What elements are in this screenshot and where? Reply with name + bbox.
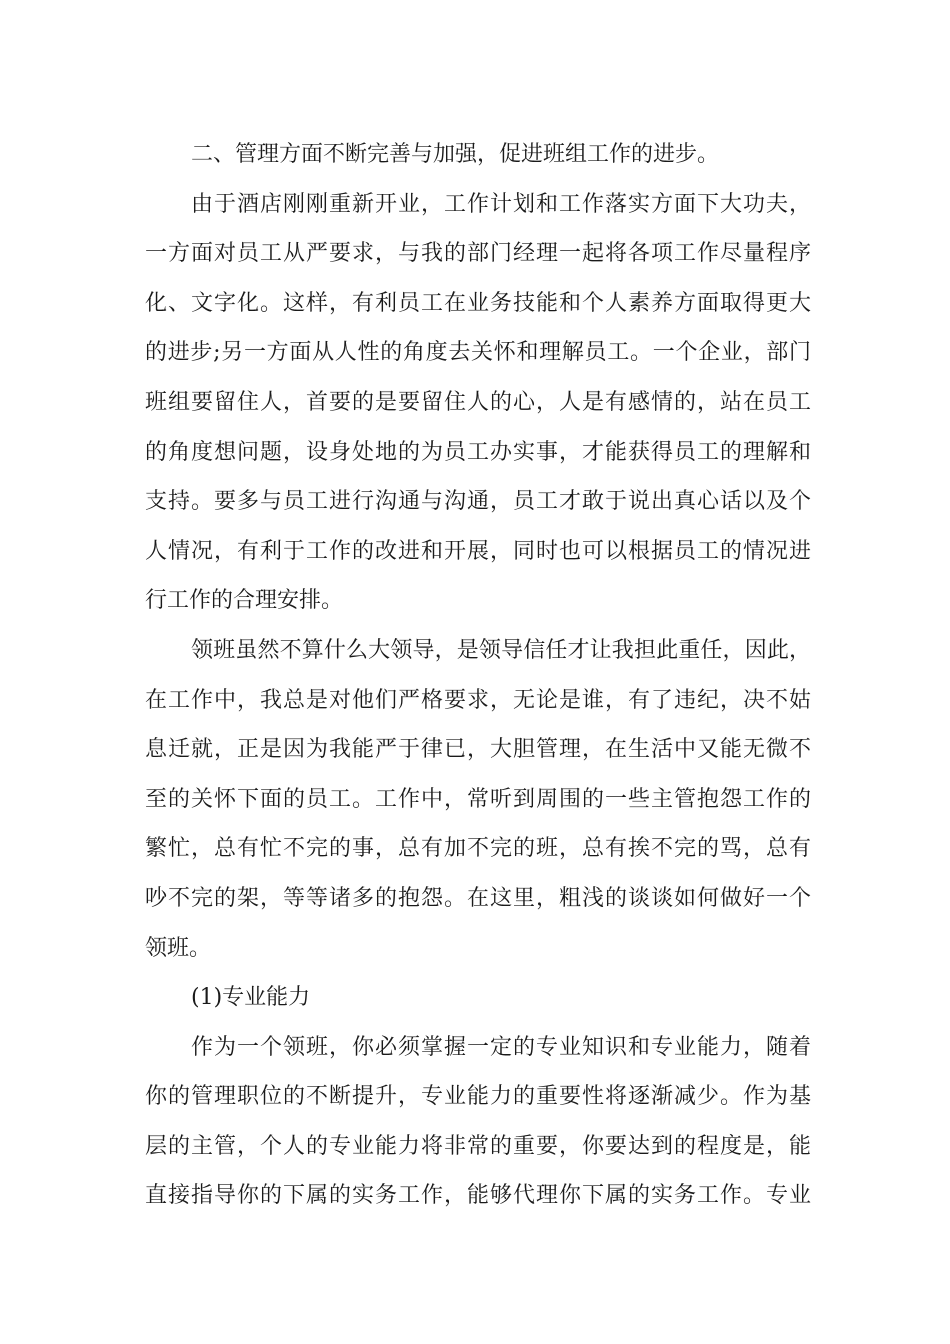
paragraph-line: 由于酒店刚刚重新开业，工作计划和工作落实方面下大功夫， xyxy=(191,191,811,217)
paragraph-line: 一方面对员工从严要求，与我的部门经理一起将各项工作尽量程序 xyxy=(145,241,811,267)
document-body xyxy=(145,130,811,1221)
paragraph-line: 的角度想问题，设身处地的为员工办实事，才能获得员工的理解和 xyxy=(145,439,811,465)
paragraph-line: 行工作的合理安排。 xyxy=(145,588,344,614)
paragraph-line: 直接指导你的下属的实务工作，能够代理你下属的实务工作。专业 xyxy=(145,1183,811,1209)
paragraph-line: 支持。要多与员工进行沟通与沟通，员工才敢于说出真心话以及个 xyxy=(145,489,811,515)
paragraph-line: 至的关怀下面的员工。工作中，常听到周围的一些主管抱怨工作的 xyxy=(145,786,811,812)
paragraph-line: 班组要留住人，首要的是要留住人的心，人是有感情的，站在员工 xyxy=(145,389,811,415)
paragraph-line: 领班。 xyxy=(145,935,212,961)
section-heading: 二、管理方面不断完善与加强，促进班组工作的进步。 xyxy=(191,142,720,167)
paragraph-line: 人情况，有利于工作的改进和开展，同时也可以根据员工的情况进 xyxy=(145,538,811,564)
subsection-heading: (1)专业能力 xyxy=(191,985,311,1011)
paragraph-line: 在工作中，我总是对他们严格要求，无论是谁，有了违纪，决不姑 xyxy=(145,687,811,713)
paragraph-line: 你的管理职位的不断提升，专业能力的重要性将逐渐减少。作为基 xyxy=(145,1084,811,1110)
paragraph-line: 作为一个领班，你必须掌握一定的专业知识和专业能力，随着 xyxy=(191,1034,811,1060)
paragraph-line: 化、文字化。这样，有利员工在业务技能和个人素养方面取得更大 xyxy=(145,290,811,316)
paragraph-line: 领班虽然不算什么大领导，是领导信任才让我担此重任，因此， xyxy=(191,637,811,663)
paragraph-line: 繁忙，总有忙不完的事，总有加不完的班，总有挨不完的骂，总有 xyxy=(145,836,811,862)
paragraph-line: 息迁就，正是因为我能严于律已，大胆管理，在生活中又能无微不 xyxy=(145,737,811,763)
paragraph-line: 层的主管，个人的专业能力将非常的重要，你要达到的程度是，能 xyxy=(145,1133,811,1159)
paragraph-line: 吵不完的架，等等诸多的抱怨。在这里，粗浅的谈谈如何做好一个 xyxy=(145,885,811,911)
paragraph-line: 的进步;另一方面从人性的角度去关怀和理解员工。一个企业，部门 xyxy=(145,340,811,366)
